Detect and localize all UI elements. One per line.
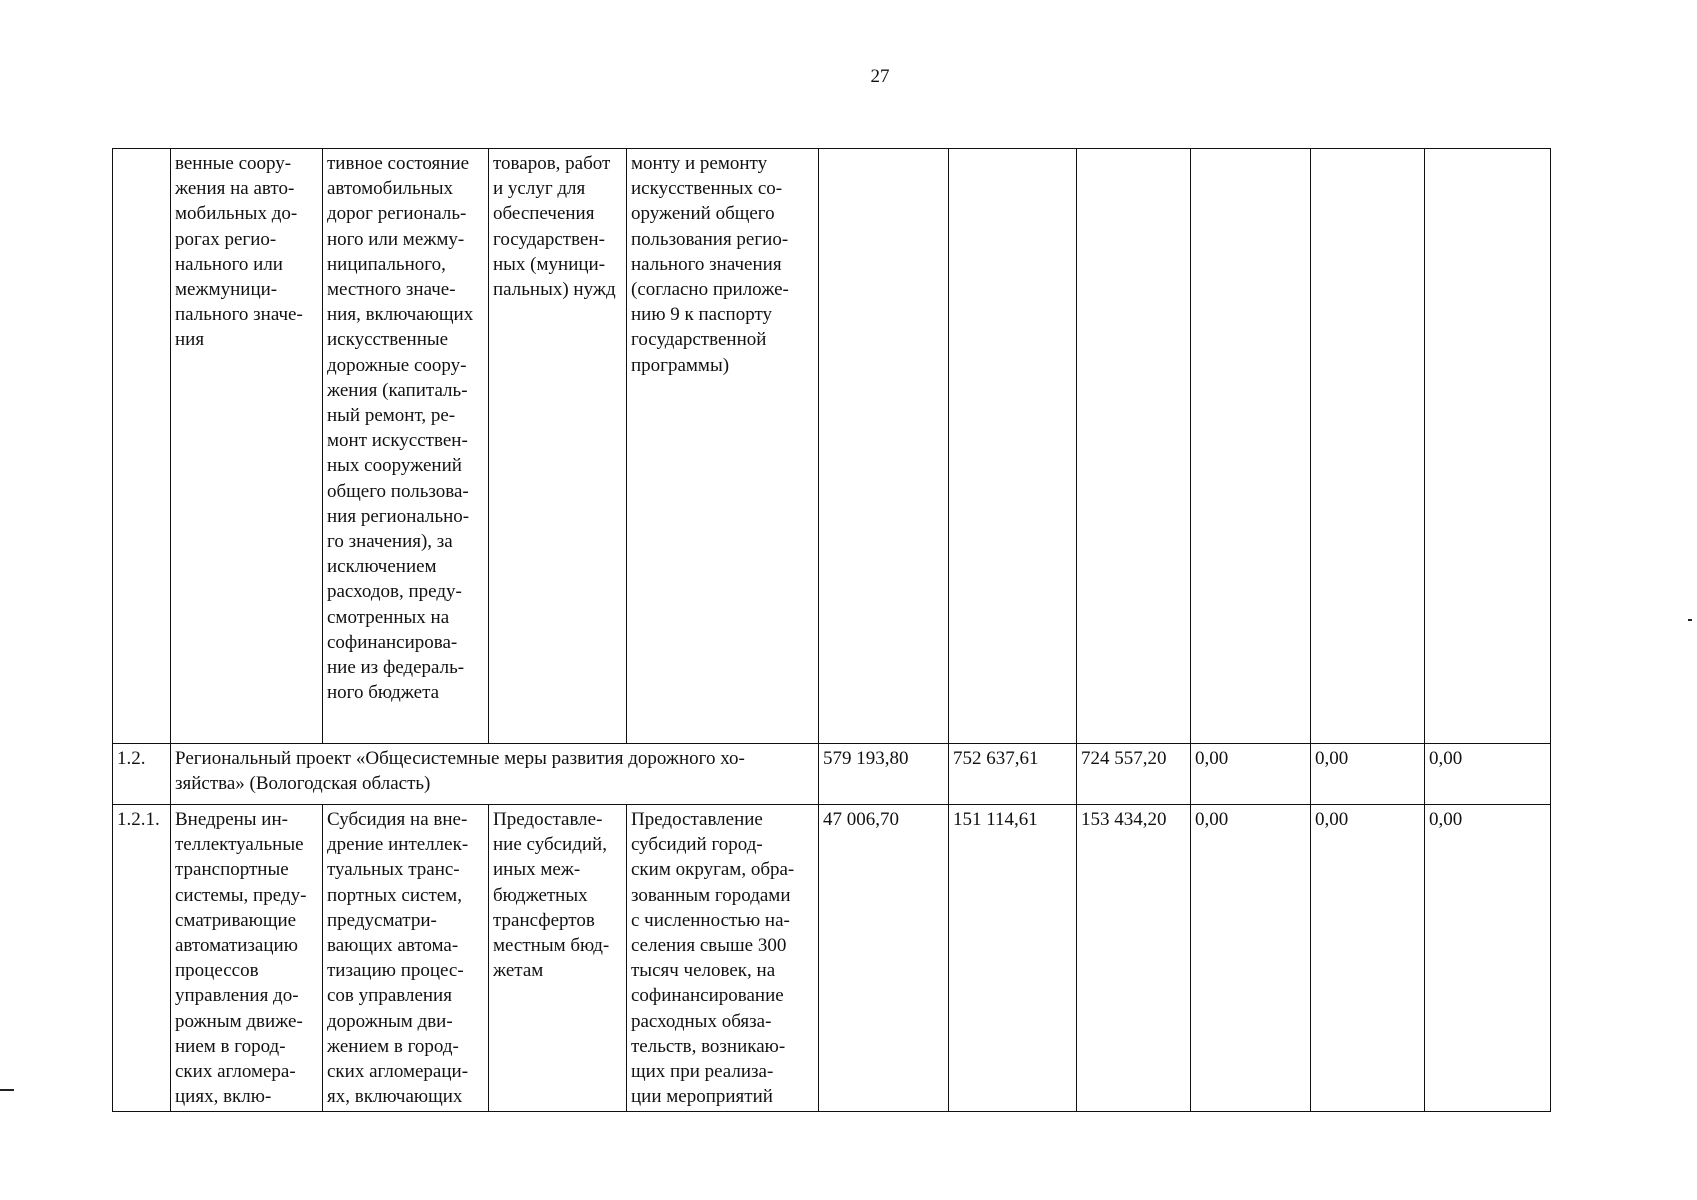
row-number-cell: 1.2.	[113, 744, 171, 805]
value-cell: 0,00	[1191, 744, 1311, 805]
type-cell: товаров, работ и услуг для обеспечения государствен- ных (муници- пальных) нужд	[489, 149, 627, 744]
value-cell: 151 114,61	[949, 805, 1077, 1112]
direction-cell: тивное состояние автомобильных дорог региональ- ного или межму- ниципального, местного значе- ния, включающих искусственные дорожные соору- жения (капиталь- ный ремонт, ре- монт искусствен- ных сооружений общего пользова- ния регионально- го значения), за исключением расходов, преду- смотренных на софинансирова- ние из федераль- ного бюджета	[323, 149, 489, 744]
characteristic-cell: монту и ремонту искусственных со- оружений общего пользования регио- нального значения (согласно приложе- нию 9 к паспорту государственной программы)	[627, 149, 819, 744]
budget-table	[112, 148, 1551, 1112]
page-number: 27	[870, 66, 890, 87]
row-number-cell	[113, 149, 171, 744]
value-cell	[1311, 149, 1425, 744]
value-cell	[819, 149, 949, 744]
value-cell: 752 637,61	[949, 744, 1077, 805]
table-row	[113, 744, 1551, 805]
value-cell: 0,00	[1425, 744, 1551, 805]
characteristic-cell: Предоставление субсидий город- ским округам, обра- зованным городами с численностью на- селения свыше 300 тысяч человек, на софинансирование расходных обяза- тельств, возникаю- щих при реализа- ции мероприятий	[627, 805, 819, 1112]
value-cell: 0,00	[1311, 744, 1425, 805]
scan-margin-mark	[1688, 619, 1692, 621]
row-number-cell: 1.2.1.	[113, 805, 171, 1112]
value-cell	[1425, 149, 1551, 744]
value-cell: 153 434,20	[1077, 805, 1191, 1112]
value-cell: 47 006,70	[819, 805, 949, 1112]
value-cell: 0,00	[1425, 805, 1551, 1112]
value-cell	[1077, 149, 1191, 744]
table-row	[113, 805, 1551, 1112]
table-row	[113, 149, 1551, 744]
value-cell: 0,00	[1191, 805, 1311, 1112]
value-cell: 724 557,20	[1077, 744, 1191, 805]
value-cell: 579 193,80	[819, 744, 949, 805]
value-cell: 0,00	[1311, 805, 1425, 1112]
direction-cell: Субсидия на вне- дрение интеллек- туальных транс- портных систем, предусматри- вающих автома- тизацию процес- сов управления дорожным дви- жением в город- ских агломераци- ях, включающих	[323, 805, 489, 1112]
scan-margin-mark	[0, 1089, 14, 1091]
goal-cell: венные соору- жения на авто- мобильных до- рогах регио- нального или межмуници- пального значе- ния	[171, 149, 323, 744]
type-cell: Предоставле- ние субсидий, иных меж- бюджетных трансфертов местным бюд- жетам	[489, 805, 627, 1112]
project-title-cell: Региональный проект «Общесистемные меры развития дорожного хо- зяйства» (Вологодская область)	[171, 744, 819, 805]
value-cell	[949, 149, 1077, 744]
value-cell	[1191, 149, 1311, 744]
goal-cell: Внедрены ин- теллектуальные транспортные системы, преду- сматривающие автоматизацию процессов управления до- рожным движе- нием в город- ских агломера- циях, вклю-	[171, 805, 323, 1112]
